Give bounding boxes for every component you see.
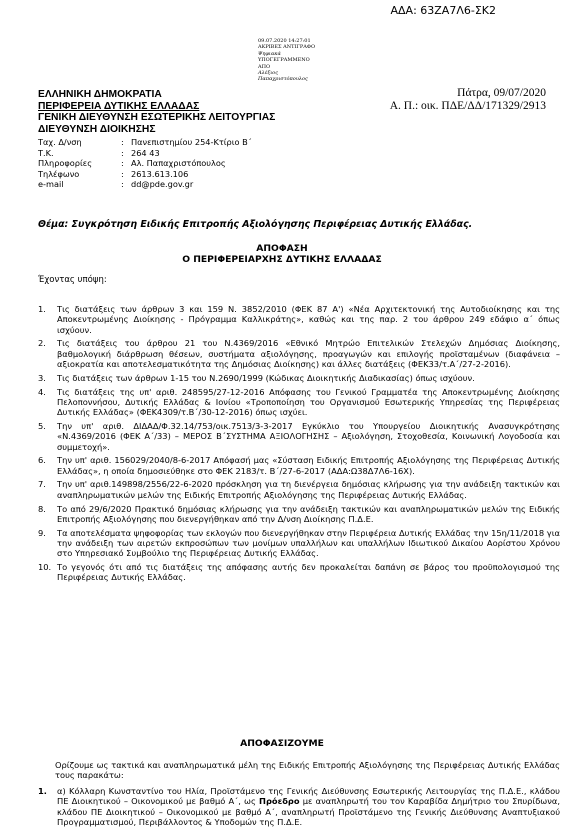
contact-separator: : [121, 137, 124, 147]
item-text: Τις διατάξεις της υπ' αριθ. 248595/27-12-2016 Απόφασης του Γενικού Γραμματέα της Αποκεντρωμένης Διοίκησης Πελοποννήσου, Δυτικής Ελλάδας & Ιονίου «Τροποποίηση του Οργανισμού Εσωτερικής Υπηρεσίας της Περιφέρειας Δυτικής Ελλάδας» (ΦΕΚ4309/τ.Β΄/30-12-2016) όπως ισχύει. [57, 386, 560, 418]
item-text: Το από 29/6/2020 Πρακτικό δημόσιας κλήρωσης για την ανάδειξη τακτικών και αναπληρωματικών μελών της Ειδικής Επιτροπής Αξιολόγησης που διενεργήθηκαν από την Δ/νση Διοίκησης Π.Δ.Ε. [57, 503, 560, 524]
member-item-number: 1. [38, 786, 47, 796]
letterhead-republic: ΕΛΛΗΝΙΚΗ ΔΗΜΟΚΡΑΤΙΑ [38, 89, 162, 100]
item-text: Το γεγονός ότι από τις διατάξεις της απόφασης αυτής δεν προκαλείται δαπάνη σε βάρος του προϋπολογισμού της Περιφέρειας Δυτικής Ελλάδας. [57, 562, 560, 583]
stamp-signed: ΥΠΟΓΕΓΡΑΜΜΕΝΟ [258, 57, 310, 64]
subject-line: Θέμα: Συγκρότηση Ειδικής Επιτροπής Αξιολόγησης Περιφέρειας Δυτικής Ελλάδας. [38, 219, 473, 230]
list-item [38, 528, 560, 559]
ada-code: ΑΔΑ: 63ΖΑ7Λ6-ΣΚ2 [390, 4, 496, 17]
item-number: 6. [38, 455, 46, 466]
letterhead-region: ΠΕΡΙΦΕΡΕΙΑ ΔΥΤΙΚΗΣ ΕΛΛΑΔΑΣ [38, 100, 200, 112]
item-number: 8. [38, 503, 46, 514]
letterhead-directorate: ΔΙΕΥΘΥΝΣΗ ΔΙΟΙΚΗΣΗΣ [38, 123, 156, 135]
item-text: Την υπ' αριθ. 156029/2040/8-6-2017 Απόφασή μας «Σύσταση Ειδικής Επιτροπής Αξιολόγησης της Περιφέρειας Δυτικής Ελλάδας», η οποία δημοσιεύθηκε στο ΦΕΚ 2183/τ. Β΄/27-6-2017 (ΑΔΑ:Ω38Δ7Λ6-16Χ). [57, 455, 560, 476]
item-text: Τις διατάξεις των άρθρων 1-15 του Ν.2690/1999 (Κώδικας Διοικητικής Διαδικασίας) όπως ισχύουν. [57, 372, 475, 383]
having-regard-label: Έχοντας υπόψη: [38, 275, 107, 285]
decision-subtitle: Ο ΠΕΡΙΦΕΡΕΙΑΡΧΗΣ ΔΥΤΙΚΗΣ ΕΛΛΑΔΑΣ [182, 254, 382, 265]
item-number: 7. [38, 479, 46, 490]
place-date: Πάτρα, 09/07/2020 [457, 87, 546, 99]
member-role: Πρόεδρο [259, 796, 300, 807]
member-text-after: με αναπληρωτή του τον Καραβίδα Δημήτριο του Σπυρίδωνα, κλάδου ΠΕ Διοικητικού – Οικονομικού με βαθμό Α΄, αναπληρωτή Προϊστάμενο της Γενικής Διεύθυνσης Αναπτυξιακού Προγραμματισμού, Περιβάλλοντος & Υποδομών της Π.Δ.Ε. [57, 796, 560, 827]
contact-value: Πανεπιστημίου 254-Κτίριο Β΄ [131, 137, 252, 147]
contact-value: Αλ. Παπαχριστόπουλος [131, 158, 226, 169]
digital-signature-stamp [258, 38, 315, 83]
contact-separator: : [121, 158, 124, 169]
list-item [38, 373, 560, 383]
list-item [38, 338, 560, 369]
member-text-before: α) Κόλλαρη Κωνσταντίνο του Ηλία, Προϊστάμενο της Γενικής Διεύθυνσης Εσωτερικής Λειτουργίας της Π.Δ.Ε., κλάδου ΠΕ Διοικητικού – Οικονομικού με βαθμό Α΄, ως [57, 786, 560, 807]
item-number: 10. [38, 562, 52, 573]
contact-row [38, 158, 252, 169]
contact-label: Ταχ. Δ/νση [38, 137, 82, 147]
contact-label: Πληροφορίες [38, 158, 93, 169]
contact-label: Τ.Κ. [38, 147, 54, 158]
contact-label: e-mail [38, 179, 64, 190]
list-item [38, 421, 560, 452]
decision-title: ΑΠΟΦΑΣΗ [256, 243, 308, 254]
item-text: Τις διατάξεις των άρθρων 3 και 159 Ν. 3852/2010 (ΦΕΚ 87 Α') «Νέα Αρχιτεκτονική της Αυτοδιοίκησης και της Αποκεντρωμένης Διοίκησης - Πρόγραμμα Καλλικράτης», καθώς και της παρ. 2 του άρθρου 249 εδάφιο α΄ όπως ισχύουν. [57, 304, 560, 335]
list-item [38, 562, 560, 583]
list-item [38, 479, 560, 500]
contact-label: Τηλέφωνο [38, 168, 80, 179]
contact-value: 2613.613.106 [131, 168, 189, 179]
decision-heading [0, 243, 564, 265]
considerations-list [38, 304, 560, 586]
protocol-number: Α. Π.: οικ. ΠΔΕ/ΔΔ/171329/2913 [389, 100, 546, 112]
list-item [38, 455, 560, 476]
item-number: 4. [38, 386, 46, 397]
list-item [38, 504, 560, 525]
item-number: 3. [38, 372, 46, 383]
letterhead [38, 89, 275, 135]
item-number: 9. [38, 527, 46, 538]
item-text: Την υπ' αριθ.149898/2556/22-6-2020 πρόσκληση για τη διενέργεια δημόσιας κλήρωσης για την ανάδειξη τακτικών και αναπληρωματικών μελών της Ειδικής Επιτροπής Αξιολόγησης της Περιφέρειας Δυτικής Ελλάδας. [57, 479, 560, 500]
list-item [38, 304, 560, 335]
we-decide-heading: ΑΠΟΦΑΣΙΖΟΥΜΕ [240, 738, 324, 749]
contact-row [38, 169, 252, 180]
contact-value: 264 43 [131, 147, 160, 158]
contact-info [38, 137, 252, 190]
stamp-certified-copy: ΑΚΡΙΒΕΣ ΑΝΤΙΓΡΑΦΟ [258, 44, 316, 51]
item-number: 1. [38, 304, 46, 314]
contact-separator: : [121, 147, 124, 158]
list-item [38, 387, 560, 418]
contact-row [38, 148, 252, 159]
contact-row [38, 179, 252, 190]
contact-separator: : [121, 179, 124, 190]
member-item-text [57, 786, 560, 827]
stamp-signer-last: Παπαχριστόπουλος [258, 76, 308, 83]
item-number: 2. [38, 338, 46, 349]
stamp-signer-first: Αλέξιος [258, 70, 278, 77]
item-text: Τις διατάξεις του άρθρου 21 του Ν.4369/2016 «Εθνικό Μητρώο Επιτελικών Στελεχών Δημόσιας Διοίκησης, βαθμολογική διάρθρωση θέσεων, συστήματα αξιολόγησης, προαγωγών και επιλογής προϊσταμένων (διαφάνεια – αξιοκρατία και αποτελεσματικότητα της Δημόσιας Διοίκησης) και άλλες διατάξεις (ΦΕΚ33/τ.Α΄/27-2-2016). [57, 338, 560, 369]
appoint-paragraph: Ορίζουμε ως τακτικά και αναπληρωματικά μέλη της Ειδικής Επιτροπής Αξιολόγησης της Περιφέρειας Δυτικής Ελλάδας τους παρακάτω: [55, 760, 560, 781]
contact-separator: : [121, 168, 124, 179]
stamp-digitally: Ψηφιακά [258, 50, 281, 57]
member-item [38, 786, 560, 827]
contact-row [38, 137, 252, 148]
place-date-block [390, 87, 546, 113]
item-number: 5. [38, 420, 46, 431]
letterhead-general-directorate: ΓΕΝΙΚΗ ΔΙΕΥΘΥΝΣΗ ΕΣΩΤΕΡΙΚΗΣ ΛΕΙΤΟΥΡΓΙΑΣ [38, 112, 276, 123]
stamp-by: ΑΠΟ [258, 63, 271, 70]
stamp-timestamp: 09.07.2020 14:27:01 [258, 38, 311, 44]
contact-email[interactable]: dd@pde.gov.gr [131, 179, 194, 190]
item-text: Την υπ' αριθ. ΔΙΔΑΔ/Φ.32.14/753/οικ.7513/3-3-2017 Εγκύκλιο του Υπουργείου Διοικητικής Ανασυγκρότησης «Ν.4369/2016 (ΦΕΚ Α΄/33) – ΜΕΡΟΣ Β΄ΣΥΣΤΗΜΑ ΑΞΙΟΛΟΓΗΣΗΣ – Αξιολόγηση, Στοχοθεσία, Κοινωνική Λογοδοσία και συμμετοχή». [57, 420, 560, 452]
item-text: Τα αποτελέσματα ψηφοφορίας των εκλογών που διενεργήθηκαν στην Περιφέρεια Δυτικής Ελλάδας την 15η/11/2018 για την ανάδειξη των αιρετών εκπροσώπων των μονίμων υπαλλήλων και υπαλλήλων Ιδιωτικού Δικαίου Αορίστου Χρόνου στο Υπηρεσιακό Συμβούλιο της Περιφέρειας Δυτικής Ελλάδας. [57, 527, 560, 559]
